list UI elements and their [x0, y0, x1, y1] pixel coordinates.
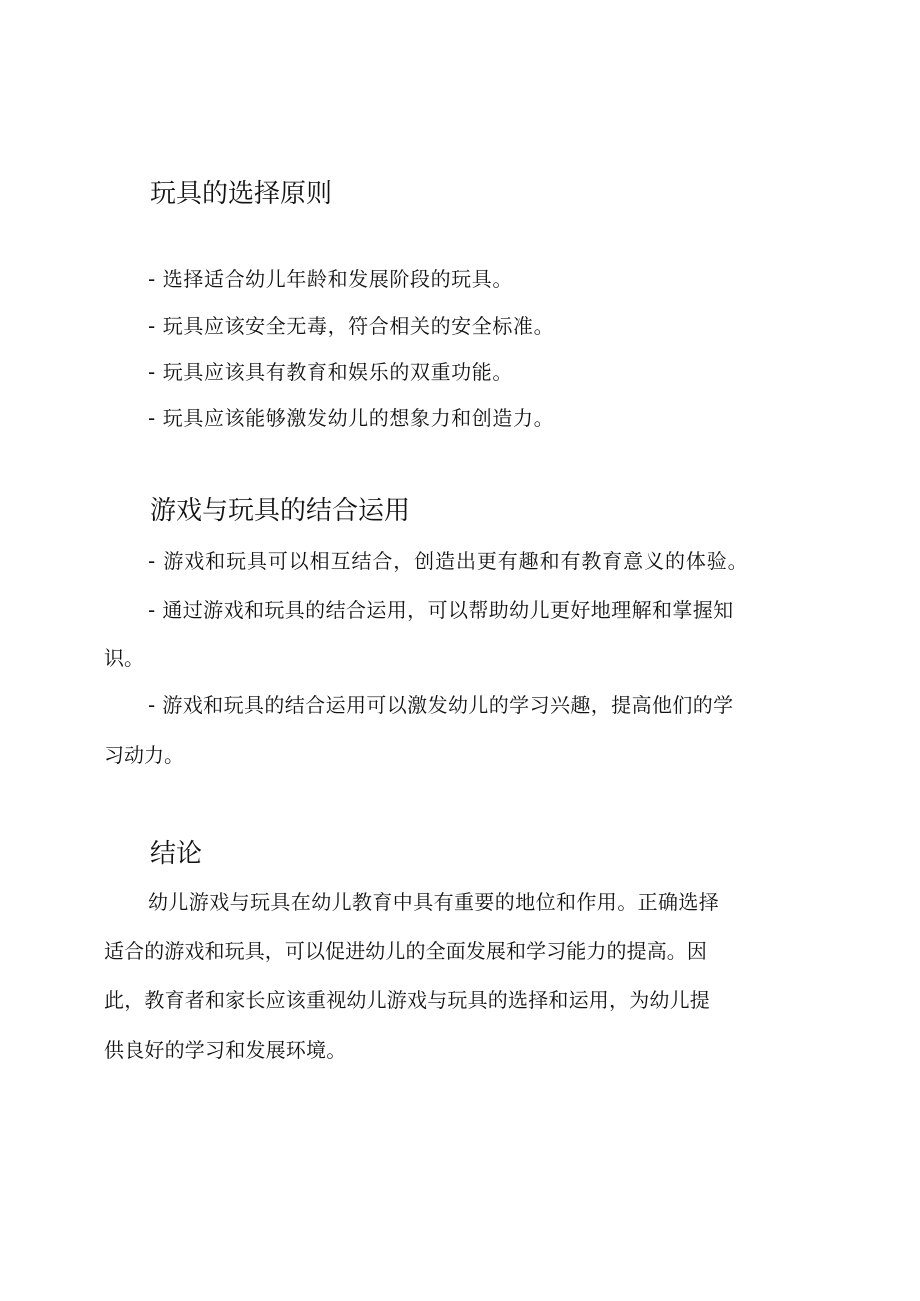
list-item: - 玩具应该具有教育和娱乐的双重功能。: [148, 360, 513, 384]
paragraph-line: - 游戏和玩具的结合运用可以激发幼儿的学习兴趣，提高他们的学: [148, 693, 734, 717]
list-item: - 选择适合幼儿年龄和发展阶段的玩具。: [148, 267, 513, 291]
paragraph-line: 习动力。: [104, 743, 184, 767]
list-item: - 玩具应该安全无毒，符合相关的安全标准。: [148, 314, 555, 338]
paragraph-line: 供良好的学习和发展环境。: [104, 1038, 347, 1062]
list-item: - 玩具应该能够激发幼儿的想象力和创造力。: [148, 406, 555, 430]
paragraph-line: 此，教育者和家长应该重视幼儿游戏与玩具的选择和运用，为幼儿提: [104, 988, 710, 1012]
paragraph-line: - 游戏和玩具可以相互结合，创造出更有趣和有教育意义的体验。: [148, 549, 749, 573]
section-heading-conclusion: 结论: [150, 839, 203, 869]
paragraph-line: - 通过游戏和玩具的结合运用，可以帮助幼儿更好地理解和掌握知: [148, 598, 734, 622]
paragraph-line: 适合的游戏和玩具，可以促进幼儿的全面发展和学习能力的提高。因: [104, 939, 707, 963]
section-heading-toy-selection: 玩具的选择原则: [150, 179, 333, 209]
paragraph-line: 幼儿游戏与玩具在幼儿教育中具有重要的地位和作用。正确选择: [148, 890, 720, 914]
section-heading-combination: 游戏与玩具的结合运用: [150, 496, 411, 526]
paragraph-line: 识。: [104, 646, 144, 670]
